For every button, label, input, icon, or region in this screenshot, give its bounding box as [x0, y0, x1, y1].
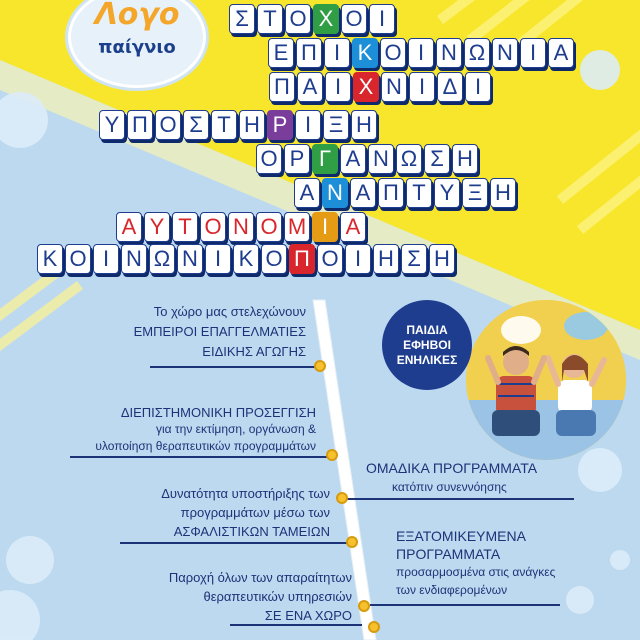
crossword-tile: Η [452, 144, 478, 174]
crossword-tile: Υ [99, 110, 125, 140]
insurance-line-1: Δυνατότητα υποστήριξης των [161, 486, 330, 501]
timeline-dot-1 [314, 360, 326, 372]
crossword-tile: Δ [437, 72, 463, 102]
crossword-tile: Σ [183, 110, 209, 140]
crossword-tile: Κ [233, 244, 259, 274]
crossword-tiles [0, 0, 640, 290]
crossword-tile: Ο [380, 38, 406, 68]
individual-programs-line-4: των ενδιαφερομένων [396, 583, 508, 597]
crossword-tile: Ν [228, 212, 254, 242]
crossword-tile: Ι [312, 212, 338, 242]
crossword-tile: Σ [229, 4, 255, 34]
group-programs-underline [342, 498, 574, 500]
crossword-tile: Χ [313, 4, 339, 34]
logo-word: Λογο [94, 0, 180, 32]
group-programs-block [366, 459, 537, 497]
crossword-tile: Ω [464, 38, 490, 68]
crossword-tile: Α [350, 178, 376, 208]
interdisciplinary-underline [70, 456, 328, 458]
crossword-tile: Η [490, 178, 516, 208]
timeline-dot-4 [358, 600, 370, 612]
staff-underline [150, 366, 318, 368]
interdisciplinary-line-1: ΔΙΕΠΙΣΤΗΜΟΝΙΚΗ ΠΡΟΣΕΓΓΙΣΗ [120, 405, 316, 420]
crossword-tile: Ο [256, 144, 282, 174]
crossword-tile: Σ [401, 244, 427, 274]
crossword-tile: Υ [144, 212, 170, 242]
crossword-tile: Π [269, 72, 295, 102]
crossword-tile: Υ [434, 178, 460, 208]
staff-line-2: ΕΜΠΕΙΡΟΙ ΕΠΑΓΓΕΛΜΑΤΙΕΣ [133, 324, 306, 339]
crossword-tile: Χ [353, 72, 379, 102]
staff-line-3: ΕΙΔΙΚΗΣ ΑΓΩΓΗΣ [202, 344, 306, 359]
crossword-tile: Η [239, 110, 265, 140]
staff-info-block [80, 302, 306, 362]
crossword-tile: Ν [121, 244, 147, 274]
crossword-tile: Σ [424, 144, 450, 174]
crossword-tile: Ε [268, 38, 294, 68]
crossword-tile: Ν [322, 178, 348, 208]
crossword-tile: Ι [369, 4, 395, 34]
crossword-tile: Ο [155, 110, 181, 140]
crossword-tile: Μ [284, 212, 310, 242]
insurance-underline [120, 542, 348, 544]
individual-programs-block [396, 527, 555, 599]
crossword-tile: Τ [257, 4, 283, 34]
crossword-tile: Ω [149, 244, 175, 274]
staff-line-1: Το χώρο μας στελεχώνουν [153, 304, 306, 319]
crossword-tile: Ν [492, 38, 518, 68]
services-line-3: ΣΕ ΕΝΑ ΧΩΡΟ [264, 608, 352, 623]
crossword-tile: Ο [261, 244, 287, 274]
crossword-tile: Η [373, 244, 399, 274]
crossword-tile: Ι [520, 38, 546, 68]
crossword-tile: Ρ [267, 110, 293, 140]
interdisciplinary-line-3: υλοποίηση θεραπευτικών προγραμμάτων [95, 439, 316, 453]
crossword-tile: Α [297, 72, 323, 102]
crossword-tile: Ι [465, 72, 491, 102]
crossword-tile: Ν [368, 144, 394, 174]
crossword-tile: Ξ [462, 178, 488, 208]
crossword-tile: Ρ [284, 144, 310, 174]
crossword-tile: Α [294, 178, 320, 208]
crossword-tile: Ν [177, 244, 203, 274]
services-line-2: θεραπευτικών υπηρεσιών [203, 589, 352, 604]
crossword-tile: Ο [341, 4, 367, 34]
crossword-tile: Ο [65, 244, 91, 274]
crossword-tile: Τ [211, 110, 237, 140]
crossword-tile: Κ [352, 38, 378, 68]
crossword-tile: Ι [409, 72, 435, 102]
crossword-tile: Ω [396, 144, 422, 174]
crossword-tile: Α [340, 212, 366, 242]
crossword-tile: Κ [37, 244, 63, 274]
people-photo [466, 300, 626, 460]
crossword-tile: Ο [200, 212, 226, 242]
crossword-tile: Π [296, 38, 322, 68]
crossword-tile: Ι [205, 244, 231, 274]
timeline-dot-6 [336, 492, 348, 504]
people-illustration [466, 300, 626, 460]
insurance-line-2: προγραμμάτων μέσω των [180, 505, 330, 520]
audience-badge [382, 300, 472, 390]
crossword-tile: Π [378, 178, 404, 208]
crossword-tile: Ι [408, 38, 434, 68]
crossword-tile: Α [116, 212, 142, 242]
group-programs-title: ΟΜΑΔΙΚΑ ΠΡΟΓΡΑΜΜΑΤΑ [366, 460, 538, 476]
services-block [90, 568, 352, 625]
crossword-tile: Ι [295, 110, 321, 140]
timeline-dot-2 [326, 449, 338, 461]
crossword-tile: Γ [312, 144, 338, 174]
crossword-tile: Τ [406, 178, 432, 208]
audience-teens: ΕΦΗΒΟΙ [403, 338, 451, 352]
crossword-tile: Ο [285, 4, 311, 34]
individual-programs-line-2: ΠΡΟΓΡΑΜΜΑΤΑ [396, 546, 501, 562]
crossword-tile: Ι [325, 72, 351, 102]
audience-children: ΠΑΙΔΙΑ [406, 323, 448, 337]
crossword-tile: Π [127, 110, 153, 140]
crossword-tile: Α [548, 38, 574, 68]
crossword-tile: Ι [93, 244, 119, 274]
crossword-tile: Η [351, 110, 377, 140]
crossword-tile: Ξ [323, 110, 349, 140]
crossword-tile: Ο [256, 212, 282, 242]
crossword-tile: Ν [381, 72, 407, 102]
crossword-tile: Α [340, 144, 366, 174]
crossword-tile: Π [289, 244, 315, 274]
crossword-tile: Τ [172, 212, 198, 242]
interdisciplinary-line-2: για την εκτίμηση, οργάνωση & [155, 422, 316, 436]
logo-subtitle: παίγνιο [98, 37, 176, 58]
crossword-tile: Η [429, 244, 455, 274]
crossword-tile: Ι [324, 38, 350, 68]
insurance-line-3: ΑΣΦΑΛΙΣΤΙΚΩΝ ΤΑΜΕΙΩΝ [173, 524, 330, 539]
individual-programs-line-1: ΕΞΑΤΟΜΙΚΕΥΜΕΝΑ [396, 528, 526, 544]
crossword-tile: Ι [345, 244, 371, 274]
interdisciplinary-block [40, 404, 316, 455]
audience-adults: ΕΝΗΛΙΚΕΣ [396, 353, 458, 367]
timeline-dot-5 [368, 621, 380, 633]
insurance-block [70, 484, 330, 541]
individual-programs-underline [370, 604, 560, 606]
crossword-tile: Ν [436, 38, 462, 68]
group-programs-sub: κατόπιν συνεννόησης [392, 480, 507, 494]
services-underline [230, 624, 362, 626]
timeline-dot-3 [346, 536, 358, 548]
crossword-tile: Ο [317, 244, 343, 274]
services-line-1: Παροχή όλων των απαραίτητων [168, 570, 352, 585]
individual-programs-line-3: προσαρμοσμένα στις ανάγκες [396, 565, 556, 579]
